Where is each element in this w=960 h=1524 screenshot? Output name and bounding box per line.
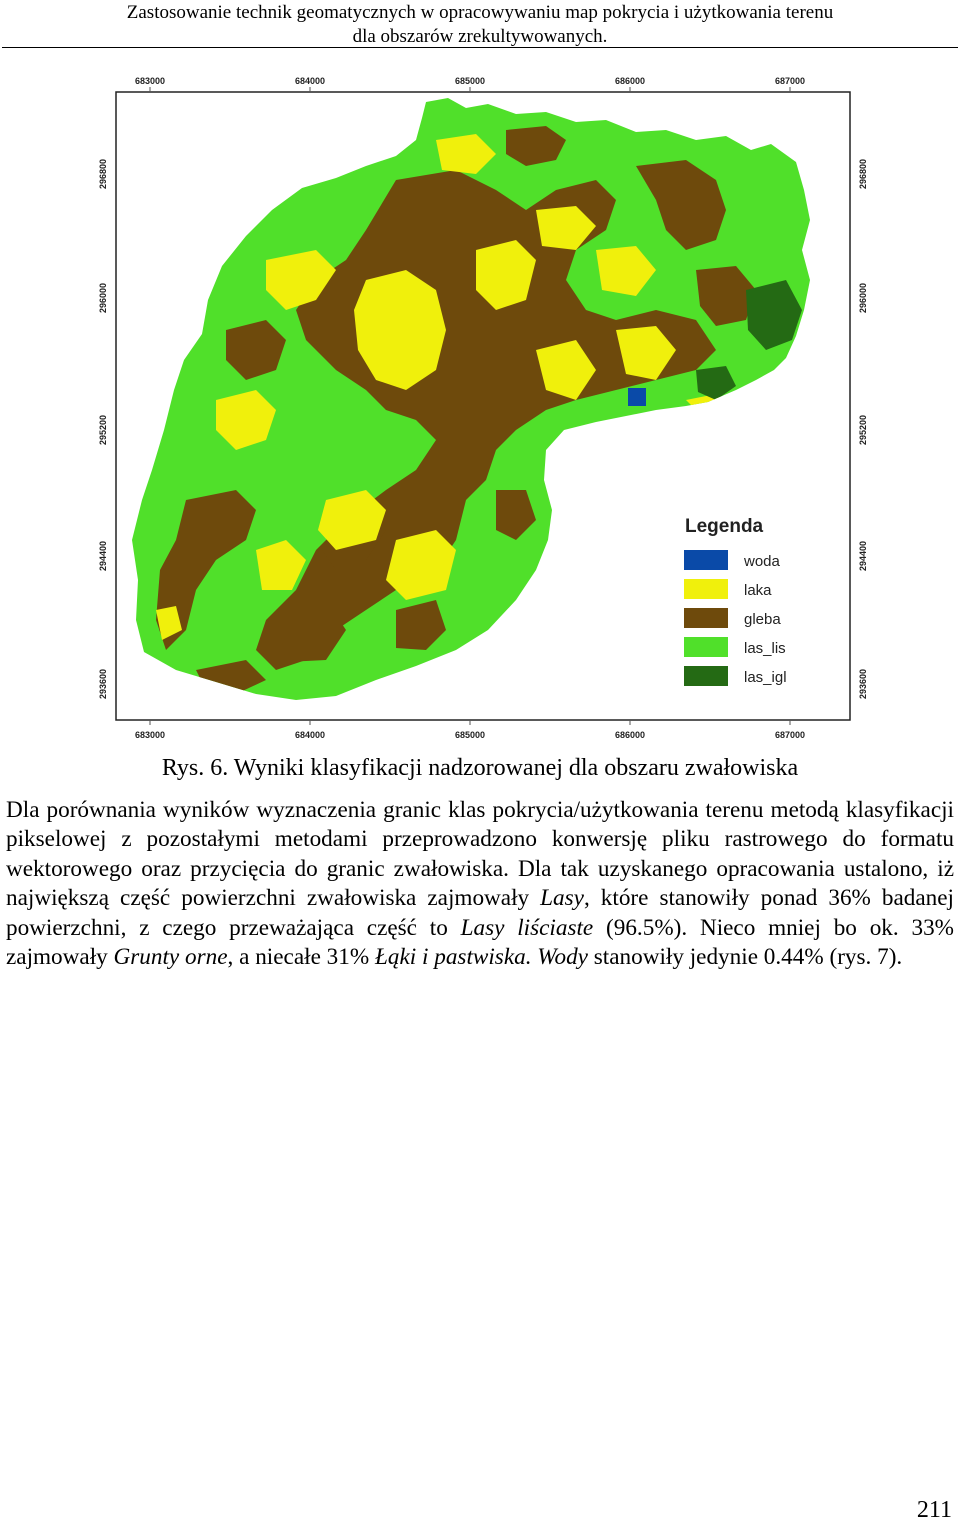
map-legend xyxy=(676,500,840,700)
term-laki-i-pastwiska: Łąki i pastwiska. xyxy=(374,944,532,971)
legend-swatch-gleba xyxy=(684,608,728,628)
legend-swatch-las-igl xyxy=(684,666,728,686)
legend-label-las-lis: las_lis xyxy=(744,640,786,657)
x-tick-top-5: 687000 xyxy=(774,76,806,86)
term-wody: Wody xyxy=(537,944,588,971)
legend-swatch-las-lis xyxy=(684,637,728,657)
y-tick-right-5: 293600 xyxy=(858,668,868,700)
y-axis-labels-left xyxy=(98,159,108,699)
y-tick-left-4: 294400 xyxy=(98,540,108,572)
term-lasy: Lasy xyxy=(540,885,584,912)
term-lasy-lisciaste: Lasy liściaste xyxy=(460,914,594,941)
y-tick-left-3: 295200 xyxy=(98,414,108,446)
x-axis-labels-top xyxy=(135,76,805,86)
running-header xyxy=(0,0,960,49)
legend-label-gleba: gleba xyxy=(744,611,781,628)
legend-label-laka: laka xyxy=(744,582,772,599)
y-tick-left-2: 296000 xyxy=(98,282,108,314)
body-paragraph xyxy=(6,796,954,972)
legend-swatch-laka xyxy=(684,579,728,599)
legend-label-las-igl: las_igl xyxy=(744,669,787,686)
x-tick-top-3: 685000 xyxy=(454,76,486,86)
paragraph-text-1: Dla porównania wyników wyznaczenia granic klas pokrycia/użytkowania terenu metodą klasyfikacji pikselowej z pozostałymi metodami przeprowadzono konwersję pliku rastrowego do formatu wektorowego oraz przycięcia do granic zwałowiska. Dla tak uzyskanego opracowania ustalono, iż największą część powierzchni zwałowiska zajmowały xyxy=(6,797,954,912)
x-tick-top-2: 684000 xyxy=(294,76,326,86)
x-tick-bottom-4: 686000 xyxy=(614,730,646,740)
y-tick-right-2: 296000 xyxy=(858,282,868,314)
y-tick-right-1: 296800 xyxy=(858,158,868,190)
x-tick-top-4: 686000 xyxy=(614,76,646,86)
running-header-line-2: dla obszarów zrekultywowanych. xyxy=(352,26,608,47)
x-tick-bottom-5: 687000 xyxy=(774,730,806,740)
y-tick-left-5: 293600 xyxy=(98,668,108,700)
legend-swatch-woda xyxy=(684,550,728,570)
y-axis-labels-right xyxy=(858,159,868,699)
legend-title: Legenda xyxy=(685,516,764,537)
page-number: 211 xyxy=(916,1497,952,1523)
paragraph-text-2: , które stanowiły ponad 36% badanej powierzchni, z czego przeważająca część to xyxy=(6,885,954,941)
y-tick-right-4: 294400 xyxy=(858,540,868,572)
x-axis-labels-bottom xyxy=(135,730,805,740)
x-tick-bottom-1: 683000 xyxy=(134,730,166,740)
water-patches xyxy=(628,388,646,406)
y-tick-left-1: 296800 xyxy=(98,158,108,190)
y-tick-right-3: 295200 xyxy=(858,414,868,446)
legend-label-woda: woda xyxy=(744,553,780,570)
x-tick-bottom-3: 685000 xyxy=(454,730,486,740)
running-header-line-1: Zastosowanie technik geomatycznych w opracowywaniu map pokrycia i użytkowania terenu xyxy=(126,2,834,23)
figure-caption: Rys. 6. Wyniki klasyfikacji nadzorowanej dla obszaru zwałowiska xyxy=(161,755,799,781)
header-rule xyxy=(2,47,958,48)
classification-map-figure xyxy=(96,70,880,746)
paragraph-text-4: , a niecałe 31% xyxy=(227,944,375,971)
x-tick-bottom-2: 684000 xyxy=(294,730,326,740)
paragraph-text-6: stanowiły jedynie 0.44% (rys. 7). xyxy=(587,944,903,971)
x-tick-top-1: 683000 xyxy=(134,76,166,86)
paragraph-text-3: (96.5%). Nieco mniej bo ok. 33% zajmowały xyxy=(6,914,954,971)
term-grunty-orne: Grunty orne xyxy=(113,944,228,971)
